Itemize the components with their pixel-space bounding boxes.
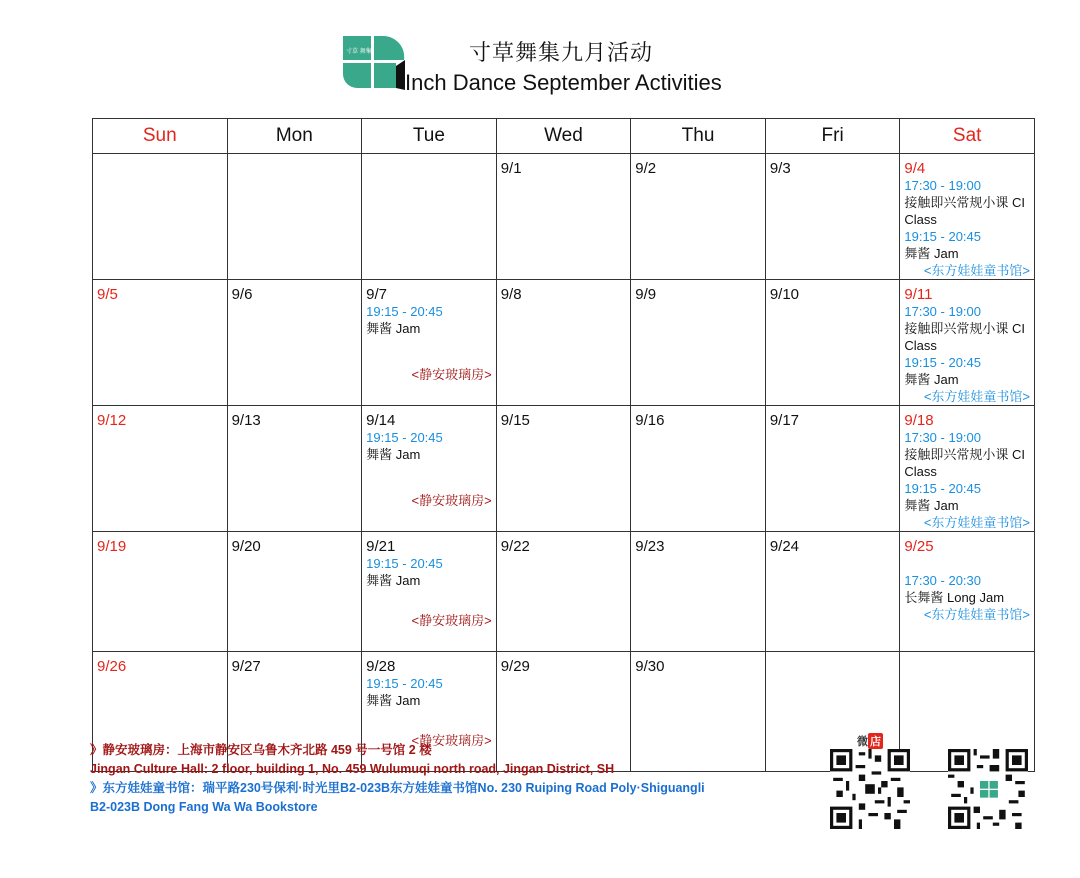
day-cell [765,532,900,652]
day-cell [631,406,766,532]
event-name: 接触即兴常规小课 CI Class [904,195,1025,227]
event-location: <东方娃娃童书馆> [923,515,1030,530]
day-cell [362,532,497,652]
date-label: 9/24 [769,538,800,555]
address-jingan-cn: 》静安玻璃房：上海市静安区乌鲁木齐北路 459 号一号馆 2 楼 [90,743,432,757]
event-time: 17:30 - 20:30 [904,573,981,588]
event-time: 19:15 - 20:45 [366,304,443,319]
address-footer [90,741,705,817]
date-label: 9/15 [500,412,530,429]
date-label: 9/9 [635,286,657,303]
date-label: 9/10 [769,286,800,303]
event-name: 接触即兴常规小课 CI Class [904,447,1025,479]
date-label: 9/2 [635,160,657,177]
date-label: 9/23 [635,538,665,555]
day-cell [93,280,228,406]
qr-weidian [830,733,910,834]
day-cell [765,406,900,532]
day-cell [362,280,497,406]
date-label: 9/13 [231,412,261,429]
weekday-sat: Sat [900,119,1035,154]
event-name: 舞酱 Jam [904,246,959,261]
event-name: 舞酱 Jam [366,321,421,336]
date-label: 9/18 [904,412,934,429]
event-name: 长舞酱 Long Jam [904,590,1005,605]
logo-text: 寸草 舞集 [346,49,372,55]
date-label: 9/3 [769,160,791,177]
event-time: 19:15 - 20:45 [904,355,981,370]
event-name: 舞酱 Jam [904,372,959,387]
week-row [93,154,1035,280]
day-cell [227,406,362,532]
event-time: 17:30 - 19:00 [904,430,981,445]
title-chinese: 寸草舞集九月活动 [469,40,654,65]
address-jingan-en: Jingan Culture Hall: 2 floor, building 1, No. 459 Wulumuqi north road, Jingan District, SH [90,762,615,776]
day-cell [900,154,1035,280]
address-bookstore: 》东方娃娃童书馆：瑞平路230号保利·时光里B2-023B东方娃娃童书馆No. 230 Ruiping Road Poly·Shiguangli [90,781,705,795]
day-cell [900,532,1035,652]
event-time: 17:30 - 19:00 [904,178,981,193]
event-location: <静安玻璃房> [411,733,492,748]
day-cell [362,406,497,532]
date-label: 9/25 [904,538,934,555]
day-cell [227,280,362,406]
weekday-tue: Tue [362,119,497,154]
date-label: 9/5 [97,286,118,303]
event-time: 19:15 - 20:45 [366,430,443,445]
event-location: <东方娃娃童书馆> [923,263,1030,278]
day-cell [765,280,900,406]
weekday-wed: Wed [496,119,631,154]
day-cell [227,532,362,652]
date-label: 9/8 [500,286,522,303]
event-location: <静安玻璃房> [411,613,492,628]
title-english: Inch Dance September Activities [405,70,722,95]
address-bookstore-en: B2-023B Dong Fang Wa Wa Bookstore [90,800,318,814]
day-cell [765,154,900,280]
day-cell [496,406,631,532]
qr-code-icon[interactable] [948,749,1028,829]
date-label: 9/4 [904,160,926,177]
week-row [93,406,1035,532]
day-cell [93,406,228,532]
weekday-mon: Mon [227,119,362,154]
qr-label [830,733,910,749]
event-name: 舞酱 Jam [904,498,959,513]
event-location: <静安玻璃房> [411,367,492,382]
day-cell [496,154,631,280]
weekday-sun: Sun [93,119,228,154]
date-label: 9/17 [769,412,800,429]
date-label: 9/14 [366,412,396,429]
calendar-table [92,118,1035,772]
day-cell [900,280,1035,406]
event-name: 舞酱 Jam [366,573,421,588]
day-cell [631,154,766,280]
date-label: 9/16 [635,412,665,429]
date-label: 9/27 [231,658,261,675]
day-cell [631,280,766,406]
day-cell [227,154,362,280]
weekday-header-row [93,119,1035,154]
week-row [93,280,1035,406]
weekday-thu: Thu [631,119,766,154]
qr-label-empty [948,733,1028,749]
date-label: 9/28 [366,658,396,675]
event-name: 舞酱 Jam [366,447,421,462]
day-cell [900,406,1035,532]
event-location: <静安玻璃房> [411,493,492,508]
page-header [343,32,763,94]
weekday-fri: Fri [765,119,900,154]
event-location: <东方娃娃童书馆> [923,607,1030,622]
qr-label-prefix: 微 [857,736,868,748]
date-label: 9/7 [366,286,387,303]
date-label: 9/12 [97,412,127,429]
date-label: 9/19 [97,538,127,555]
day-cell [496,280,631,406]
day-cell [93,532,228,652]
event-time: 17:30 - 19:00 [904,304,981,319]
event-time: 19:15 - 20:45 [366,556,443,571]
date-label: 9/20 [231,538,261,555]
date-label: 9/11 [904,286,933,303]
day-cell [631,532,766,652]
date-label: 9/26 [97,658,127,675]
date-label: 9/6 [231,286,253,303]
date-label: 9/1 [500,160,522,177]
week-row [93,532,1035,652]
qr-code-icon[interactable] [830,749,910,829]
day-cell [496,532,631,652]
inch-dance-logo [343,36,405,90]
day-cell [93,154,228,280]
event-time: 19:15 - 20:45 [366,676,443,691]
event-time: 19:15 - 20:45 [904,229,981,244]
qr-label-badge: 店 [868,733,883,749]
spacer [904,555,1030,572]
event-name: 接触即兴常规小课 CI Class [904,321,1025,353]
qr-wechat [948,733,1028,834]
date-label: 9/21 [366,538,396,555]
date-label: 9/22 [500,538,530,555]
event-time: 19:15 - 20:45 [904,481,981,496]
date-label: 9/30 [635,658,665,675]
event-name: 舞酱 Jam [366,693,421,708]
day-cell [362,154,497,280]
event-location: <东方娃娃童书馆> [923,389,1030,404]
date-label: 9/29 [500,658,530,675]
